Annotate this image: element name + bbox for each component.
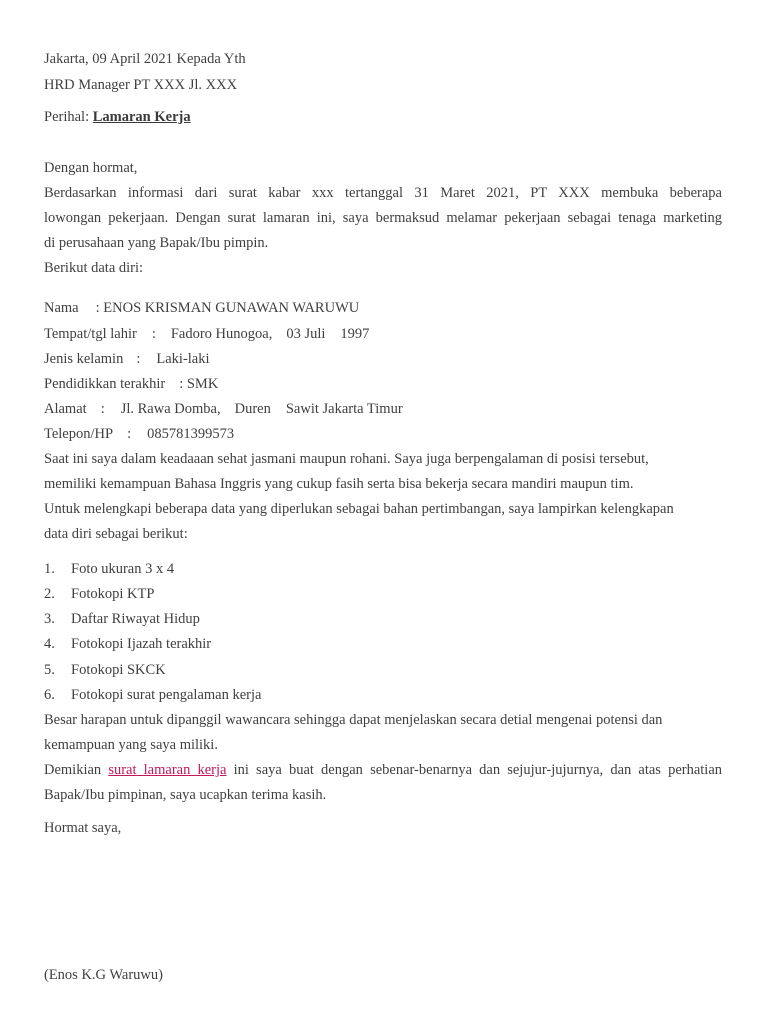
list-item-number: 1. xyxy=(44,561,55,577)
profile-education-row xyxy=(44,374,218,394)
final-line-1 xyxy=(44,760,722,780)
attach-line-2: data diri sebagai berikut: xyxy=(44,526,188,542)
list-item-text: Fotokopi Ijazah terakhir xyxy=(71,636,212,652)
profile-address-colon: : xyxy=(100,401,105,417)
health-line-2: memiliki kemampuan Bahasa Inggris yang cukup fasih serta bisa bekerja secara mandiri maupun tim. xyxy=(44,476,634,492)
header-date-recipient: Jakarta, 09 April 2021 Kepada Yth xyxy=(44,51,246,67)
profile-birth-place: Fadoro Hunogoa, xyxy=(170,326,273,342)
greeting: Dengan hormat, xyxy=(44,160,138,176)
profile-gender-value: Laki-laki xyxy=(156,351,210,367)
list-item xyxy=(44,609,200,629)
profile-birth-label: Tempat/tgl lahir xyxy=(44,326,137,342)
list-item xyxy=(44,660,166,680)
list-item xyxy=(44,559,174,579)
intro-line-1: Berdasarkan informasi dari surat kabar xxx tertanggal 31 Maret 2021, PT XXX membuka beberapa xyxy=(44,185,722,201)
list-item-number: 5. xyxy=(44,662,55,678)
list-item-text: Fotokopi surat pengalaman kerja xyxy=(71,687,262,703)
profile-name-label: Nama xyxy=(44,300,79,316)
list-item-text: Foto ukuran 3 x 4 xyxy=(71,561,175,577)
profile-address-part1: Jl. Rawa Domba, xyxy=(120,401,221,417)
regards: Hormat saya, xyxy=(44,820,122,836)
intro-line-2: lowongan pekerjaan. Dengan surat lamaran ini, saya bermaksud melamar pekerjaan sebagai tenaga marketing xyxy=(44,210,722,226)
list-item xyxy=(44,634,211,654)
final-suffix: ini saya buat dengan sebenar-benarnya dan sejujur-jujurnya, dan atas perhatian xyxy=(233,762,723,778)
profile-gender-label: Jenis kelamin xyxy=(44,351,124,367)
final-line-2: Bapak/Ibu pimpinan, saya ucapkan terima kasih. xyxy=(44,787,327,803)
health-line-1: Saat ini saya dalam keadaaan sehat jasmani maupun rohani. Saya juga berpengalaman di posisi tersebut, xyxy=(44,451,649,467)
profile-name-value: : ENOS KRISMAN GUNAWAN WARUWU xyxy=(95,300,360,316)
list-item xyxy=(44,584,154,604)
profile-phone-colon: : xyxy=(127,426,132,442)
profile-address-part3: Sawit Jakarta Timur xyxy=(285,401,403,417)
profile-address-label: Alamat xyxy=(44,401,87,417)
list-item-text: Daftar Riwayat Hidup xyxy=(71,611,200,627)
letter-page xyxy=(44,0,722,1024)
profile-birth-day: 03 Juli xyxy=(286,326,326,342)
signature-name: (Enos K.G Waruwu) xyxy=(44,967,163,983)
attach-line-1: Untuk melengkapi beberapa data yang diperlukan sebagai bahan pertimbangan, saya lampirkan kelengkapan xyxy=(44,501,674,517)
intro-line-4: Berikut data diri: xyxy=(44,260,144,276)
list-item-number: 3. xyxy=(44,611,55,627)
profile-name-row xyxy=(44,298,359,318)
profile-education-label: Pendidikkan terakhir xyxy=(44,376,166,392)
profile-phone-row xyxy=(44,424,234,444)
profile-phone-label: Telepon/HP xyxy=(44,426,114,442)
list-item-number: 4. xyxy=(44,636,55,652)
profile-gender-colon: : xyxy=(136,351,141,367)
subject-label: Perihal: xyxy=(44,109,90,125)
header-subject xyxy=(44,107,191,127)
list-item-text: Fotokopi SKCK xyxy=(71,662,166,678)
profile-phone-value: 085781399573 xyxy=(147,426,235,442)
list-item-number: 6. xyxy=(44,687,55,703)
list-item xyxy=(44,685,261,705)
intro-line-3: di perusahaan yang Bapak/Ibu pimpin. xyxy=(44,235,269,251)
hope-line-1: Besar harapan untuk dipanggil wawancara sehingga dapat menjelaskan secara detial mengenai potensi dan xyxy=(44,712,663,728)
profile-birth-year: 1997 xyxy=(340,326,370,342)
final-prefix: Demikian xyxy=(44,762,102,778)
header-recipient-address: HRD Manager PT XXX Jl. XXX xyxy=(44,77,238,93)
profile-birth-colon: : xyxy=(151,326,156,342)
profile-address-part2: Duren xyxy=(234,401,271,417)
profile-education-value: : SMK xyxy=(179,376,219,392)
hope-line-2: kemampuan yang saya miliki. xyxy=(44,737,218,753)
profile-birth-row xyxy=(44,324,369,344)
profile-address-row xyxy=(44,399,403,419)
subject-value: Lamaran Kerja xyxy=(92,109,191,125)
surat-lamaran-kerja-link[interactable]: surat lamaran kerja xyxy=(108,762,227,778)
list-item-text: Fotokopi KTP xyxy=(71,586,155,602)
profile-gender-row xyxy=(44,349,210,369)
list-item-number: 2. xyxy=(44,586,55,602)
